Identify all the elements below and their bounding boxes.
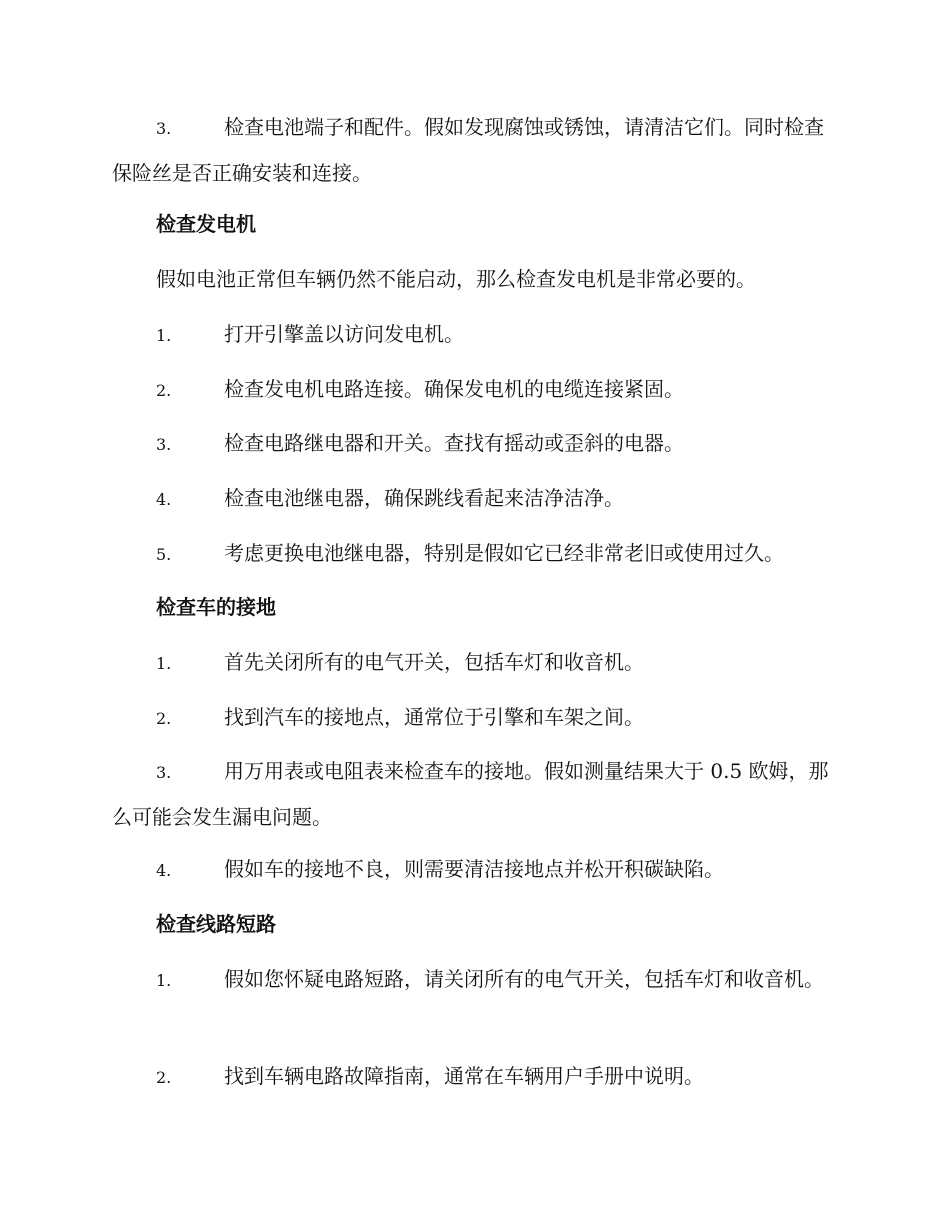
list-item-number: 1. xyxy=(156,654,172,673)
list-item-number: 4. xyxy=(156,861,172,880)
list-item-text: 假如车的接地不良，则需要清洁接地点并松开积碳缺陷。 xyxy=(224,857,724,881)
list-item-text: 找到车辆电路故障指南，通常在车辆用户手册中说明。 xyxy=(224,1064,704,1088)
section-intro: 假如电池正常但车辆仍然不能启动，那么检查发电机是非常必要的。 xyxy=(156,267,756,291)
list-item-number: 3. xyxy=(156,763,172,782)
list-item-text: 用万用表或电阻表来检查车的接地。假如测量结果大于 0.5 欧姆，那么可能会发生漏电问题。 xyxy=(112,759,829,829)
list-item-number: 2. xyxy=(156,381,172,400)
list-item-text: 找到汽车的接地点，通常位于引擎和车架之间。 xyxy=(224,705,644,729)
list-item xyxy=(112,367,832,413)
list-item xyxy=(112,105,832,195)
list-item-number: 1. xyxy=(156,971,172,990)
list-item-text: 考虑更换电池继电器，特别是假如它已经非常老旧或使用过久。 xyxy=(224,541,784,565)
list-item-number: 5. xyxy=(156,545,172,564)
list-item xyxy=(112,957,832,1003)
list-item xyxy=(112,476,832,522)
list-item-number: 1. xyxy=(156,326,172,345)
list-item-text: 首先关闭所有的电气开关，包括车灯和收音机。 xyxy=(224,650,644,674)
list-item xyxy=(112,531,832,577)
list-item xyxy=(112,640,832,686)
list-item-text: 检查发电机电路连接。确保发电机的电缆连接紧固。 xyxy=(224,377,684,401)
section-heading: 检查线路短路 xyxy=(156,912,276,936)
list-item-text: 假如您怀疑电路短路，请关闭所有的电气开关，包括车灯和收音机。 xyxy=(224,967,824,991)
list-item-number: 3. xyxy=(156,435,172,454)
list-item xyxy=(112,312,832,358)
list-item-text: 打开引擎盖以访问发电机。 xyxy=(224,322,464,346)
list-item-text: 检查电池继电器，确保跳线看起来洁净洁净。 xyxy=(224,486,624,510)
list-item-number: 4. xyxy=(156,490,172,509)
list-item-number: 2. xyxy=(156,1068,172,1087)
section-heading: 检查发电机 xyxy=(156,212,256,236)
list-item xyxy=(112,847,832,893)
list-item xyxy=(112,695,832,741)
list-item-number: 2. xyxy=(156,709,172,728)
list-item-number: 3. xyxy=(156,119,172,138)
list-item xyxy=(112,749,832,839)
list-item-text: 检查电路继电器和开关。查找有摇动或歪斜的电器。 xyxy=(224,431,684,455)
list-item xyxy=(112,1054,832,1100)
section-heading: 检查车的接地 xyxy=(156,595,276,619)
list-item xyxy=(112,421,832,467)
list-item-text: 检查电池端子和配件。假如发现腐蚀或锈蚀，请清洁它们。同时检查保险丝是否正确安装和连接。 xyxy=(112,115,824,185)
